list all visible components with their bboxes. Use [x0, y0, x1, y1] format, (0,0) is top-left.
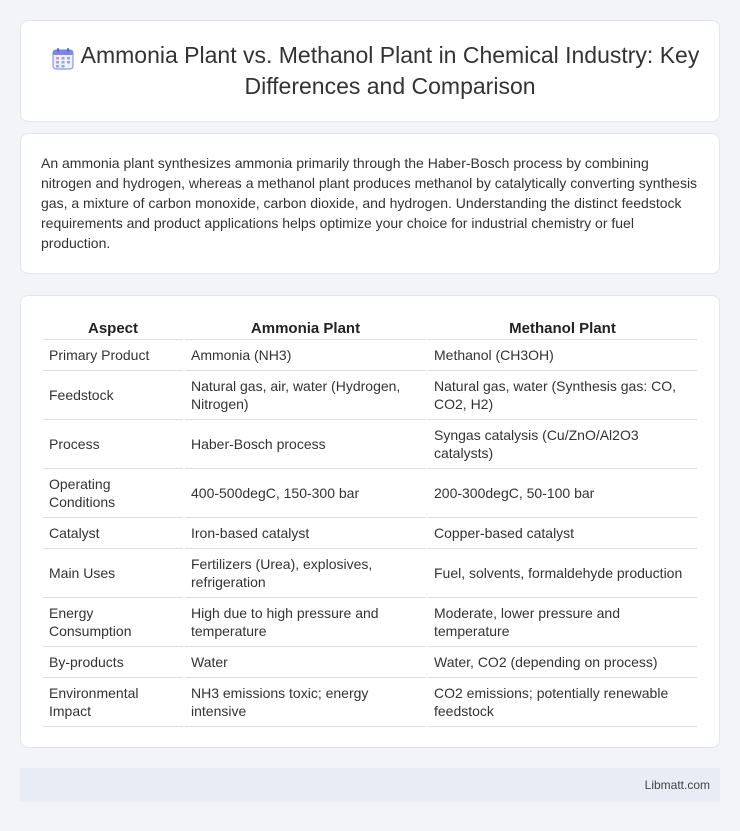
row-aspect: Primary Product: [43, 340, 183, 371]
header-ammonia-plant: Ammonia Plant: [185, 318, 426, 340]
row-aspect: Operating Conditions: [43, 469, 183, 518]
header-methanol-plant: Methanol Plant: [428, 318, 697, 340]
row-methanol: Copper-based catalyst: [428, 518, 697, 549]
comparison-table: [41, 318, 699, 727]
header-aspect: Aspect: [43, 318, 183, 340]
footer-brand-link[interactable]: Libmatt.com: [644, 778, 710, 792]
row-aspect: Catalyst: [43, 518, 183, 549]
title-card: [20, 20, 720, 122]
row-aspect: Main Uses: [43, 549, 183, 598]
table-row: [43, 678, 697, 727]
row-ammonia: Natural gas, air, water (Hydrogen, Nitrogen): [185, 371, 426, 420]
row-aspect: By-products: [43, 647, 183, 678]
table-row: [43, 469, 697, 518]
row-ammonia: Haber-Bosch process: [185, 420, 426, 469]
table-header-row: [43, 318, 697, 340]
table-row: [43, 371, 697, 420]
table-row: [43, 549, 697, 598]
row-methanol: 200-300degC, 50-100 bar: [428, 469, 697, 518]
intro-card: [20, 133, 720, 274]
row-ammonia: Iron-based catalyst: [185, 518, 426, 549]
row-methanol: Water, CO2 (depending on process): [428, 647, 697, 678]
footer-bar: [20, 768, 720, 802]
row-ammonia: High due to high pressure and temperature: [185, 598, 426, 647]
row-ammonia: NH3 emissions toxic; energy intensive: [185, 678, 426, 727]
table-row: [43, 340, 697, 371]
row-methanol: Syngas catalysis (Cu/ZnO/Al2O3 catalysts): [428, 420, 697, 469]
intro-paragraph: An ammonia plant synthesizes ammonia primarily through the Haber-Bosch process by combining nitrogen and hydrogen, whereas a methanol plant produces methanol by catalytically converting synthesis gas, a mixture of carbon monoxide, carbon dioxide, and hydrogen. Understanding the distinct feedstock requirements and product applications helps optimize your choice for industrial chemistry or fuel production.: [41, 155, 698, 251]
row-ammonia: Water: [185, 647, 426, 678]
page-title: Ammonia Plant vs. Methanol Plant in Chemical Industry: Key Differences and Comparison: [80, 42, 700, 99]
row-ammonia: 400-500degC, 150-300 bar: [185, 469, 426, 518]
row-methanol: Natural gas, water (Synthesis gas: CO, CO2, H2): [428, 371, 697, 420]
row-methanol: CO2 emissions; potentially renewable feedstock: [428, 678, 697, 727]
calendar-icon: [51, 47, 75, 71]
row-aspect: Feedstock: [43, 371, 183, 420]
row-ammonia: Fertilizers (Urea), explosives, refrigeration: [185, 549, 426, 598]
row-aspect: Energy Consumption: [43, 598, 183, 647]
row-methanol: Fuel, solvents, formaldehyde production: [428, 549, 697, 598]
table-row: [43, 647, 697, 678]
table-row: [43, 598, 697, 647]
table-row: [43, 420, 697, 469]
table-row: [43, 518, 697, 549]
row-methanol: Moderate, lower pressure and temperature: [428, 598, 697, 647]
row-aspect: Process: [43, 420, 183, 469]
comparison-card: [20, 295, 720, 748]
row-ammonia: Ammonia (NH3): [185, 340, 426, 371]
row-methanol: Methanol (CH3OH): [428, 340, 697, 371]
row-aspect: Environmental Impact: [43, 678, 183, 727]
